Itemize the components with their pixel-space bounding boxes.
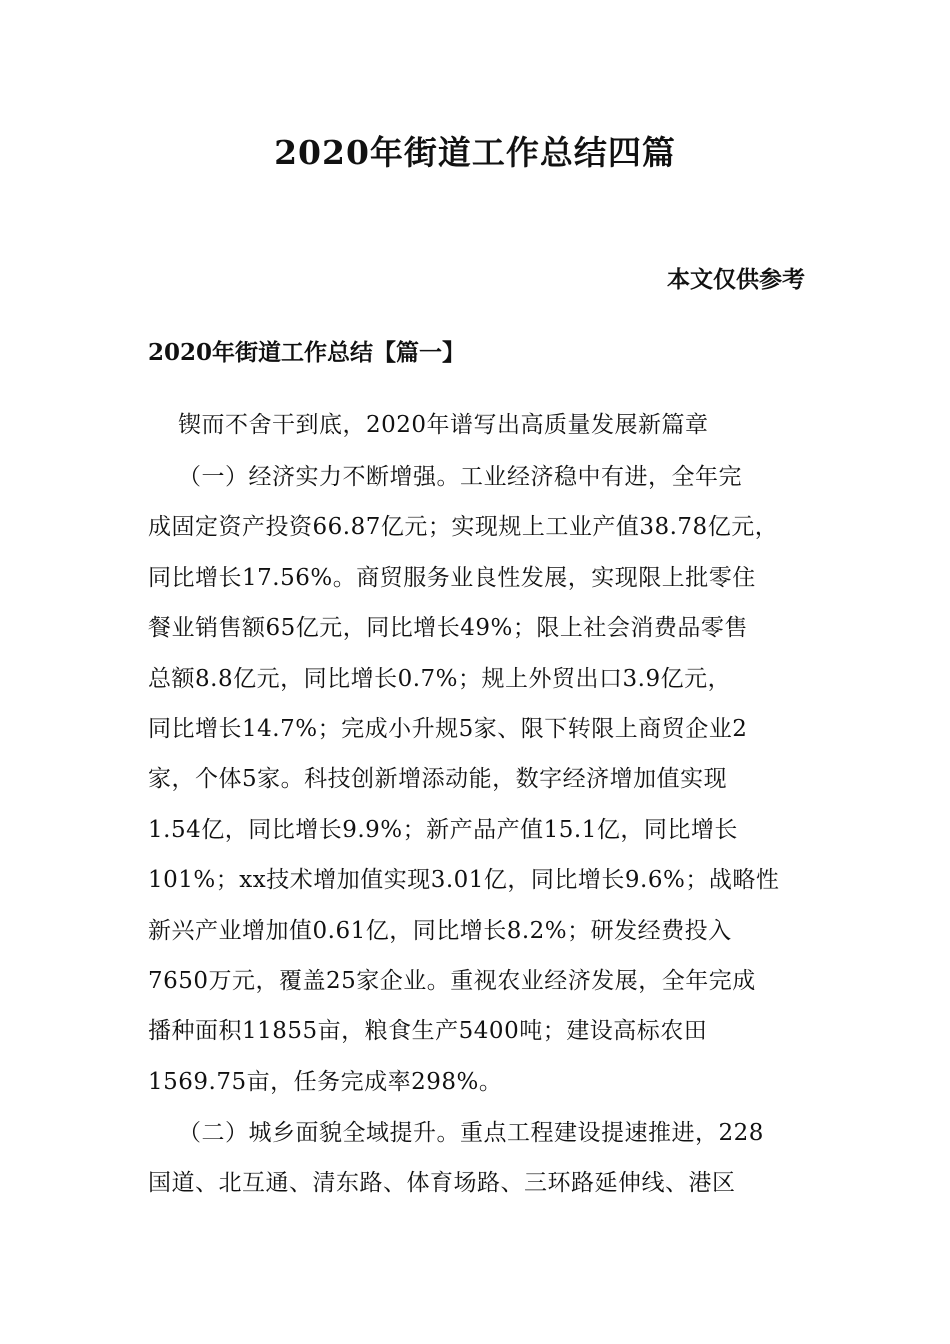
document-title: 2020年街道工作总结四篇 bbox=[274, 133, 676, 172]
paragraph-line: 同比增长17.56%。商贸服务业良性发展，实现限上批零住 bbox=[148, 564, 756, 591]
paragraph-line: 新兴产业增加值0.61亿，同比增长8.2%；研发经费投入 bbox=[148, 917, 732, 944]
reference-note: 本文仅供参考 bbox=[667, 266, 805, 293]
paragraph-line: 7650万元，覆盖25家企业。重视农业经济发展，全年完成 bbox=[148, 968, 756, 995]
intro-line: 锲而不舍干到底，2020年谱写出高质量发展新篇章 bbox=[178, 412, 709, 438]
paragraph-line: 1569.75亩，任务完成率298%。 bbox=[148, 1068, 503, 1095]
paragraph-line: 国道、北互通、清东路、体育场路、三环路延伸线、港区 bbox=[148, 1170, 736, 1197]
section-heading: 2020年街道工作总结【篇一】 bbox=[148, 339, 466, 366]
paragraph-line: 1.54亿，同比增长9.9%；新产品产值15.1亿，同比增长 bbox=[148, 816, 738, 843]
intro-paragraph bbox=[148, 400, 828, 450]
paragraph-line: 101%；xx技术增加值实现3.01亿，同比增长9.6%；战略性 bbox=[148, 867, 780, 894]
paragraph-line: （一）经济实力不断增强。工业经济稳中有进，全年完 bbox=[178, 464, 742, 490]
paragraph-urban bbox=[148, 1108, 828, 1209]
paragraph-economy bbox=[148, 452, 828, 1107]
paragraph-line: 总额8.8亿元，同比增长0.7%；规上外贸出口3.9亿元， bbox=[148, 665, 732, 692]
paragraph-line: 成固定资产投资66.87亿元；实现规上工业产值38.78亿元， bbox=[148, 514, 779, 541]
paragraph-line: 同比增长14.7%；完成小升规5家、限下转限上商贸企业2 bbox=[148, 716, 748, 743]
paragraph-line: （二）城乡面貌全域提升。重点工程建设提速推进，228 bbox=[178, 1120, 764, 1146]
paragraph-line: 餐业销售额65亿元，同比增长49%；限上社会消费品零售 bbox=[148, 615, 748, 642]
paragraph-line: 播种面积11855亩，粮食生产5400吨；建设高标农田 bbox=[148, 1018, 708, 1045]
paragraph-line: 家，个体5家。科技创新增添动能，数字经济增加值实现 bbox=[148, 766, 728, 793]
